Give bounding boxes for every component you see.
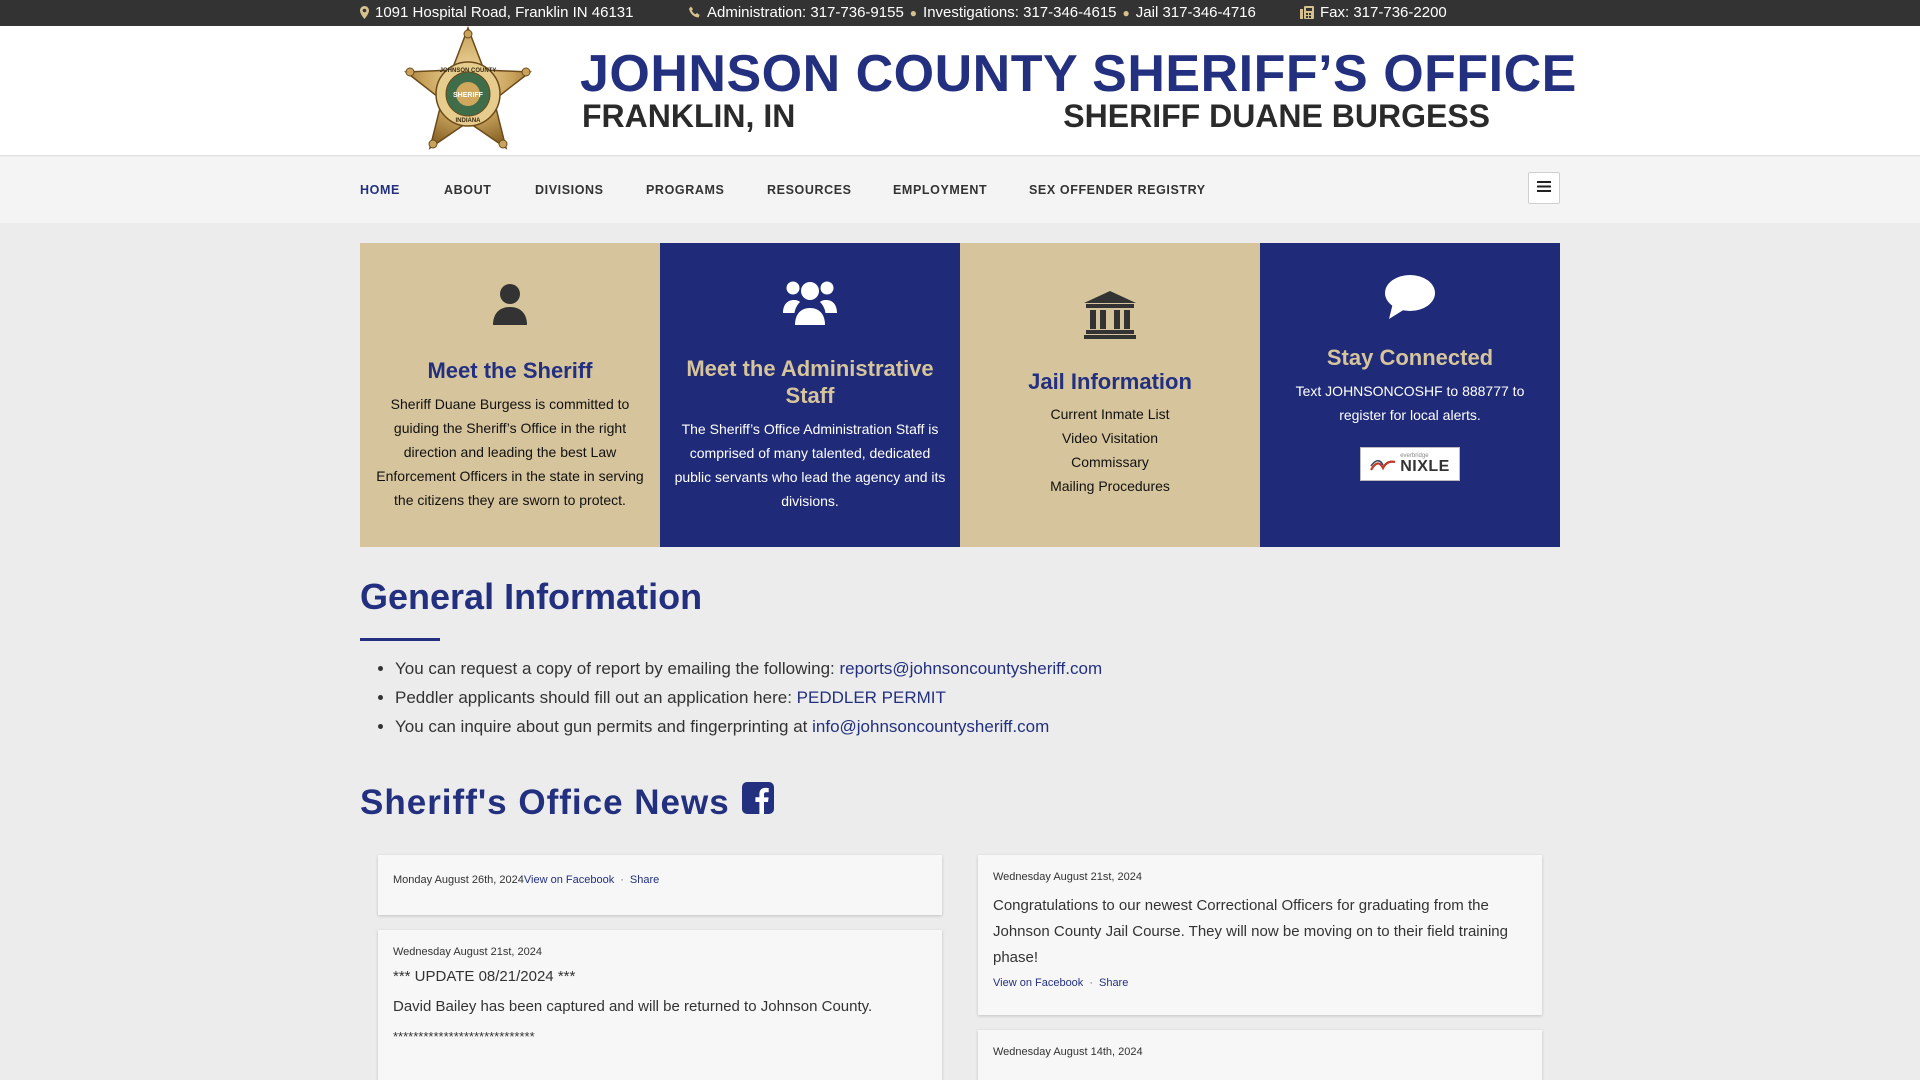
sheriff-badge-logo[interactable]	[400, 26, 536, 156]
list-item: • You can request a copy of report by emailing the following: reports@johnsoncountysheriff.com	[395, 654, 1102, 683]
post-text: ****************************	[393, 1029, 535, 1044]
investigations-phone[interactable]: Investigations: 317-346-4615	[923, 4, 1117, 21]
svg-text:SHERIFF: SHERIFF	[453, 92, 483, 99]
list-item: • You can inquire about gun permits and fingerprinting at info@johnsoncountysheriff.com	[395, 712, 1102, 741]
main-navigation	[0, 157, 1920, 223]
feature-title[interactable]: Jail Information	[1028, 369, 1192, 394]
post-date: Wednesday August 14th, 2024	[993, 1046, 1143, 1058]
general-information-title: General Information	[360, 576, 703, 617]
address: 1091 Hospital Road, Franklin IN 46131	[360, 4, 634, 21]
facebook-icon[interactable]	[742, 782, 774, 823]
list-item: • Peddler applicants should fill out an application here: PEDDLER PERMIT	[395, 683, 1102, 712]
phone-numbers	[688, 4, 1256, 21]
link-mailing-procedures[interactable]: Mailing Procedures	[1050, 478, 1170, 494]
reports-email-link[interactable]: reports@johnsoncountysheriff.com	[839, 659, 1103, 678]
feature-title[interactable]: Meet the Administrative Staff	[686, 356, 934, 408]
contact-bar	[0, 0, 1920, 26]
link-video-visitation[interactable]: Video Visitation	[1062, 430, 1158, 446]
nav-sex-offender-registry[interactable]: SEX OFFENDER REGISTRY	[1029, 183, 1206, 197]
site-title[interactable]: JOHNSON COUNTY SHERIFF’S OFFICE	[580, 45, 1577, 103]
post-date: Wednesday August 21st, 2024	[993, 871, 1143, 883]
bank-icon	[960, 291, 1260, 339]
sheriff-name: SHERIFF DUANE BURGESS	[1063, 98, 1490, 134]
link-current-inmate-list[interactable]: Current Inmate List	[1050, 406, 1170, 422]
fax: Fax: 317-736-2200	[1300, 4, 1447, 21]
svg-text:INDIANA: INDIANA	[455, 118, 481, 124]
feature-stay-connected[interactable]	[1260, 243, 1560, 547]
svg-text:JOHNSON COUNTY: JOHNSON COUNTY	[439, 68, 497, 74]
news-post: Monday August 26th, 2024 View on Facebook · Share	[378, 855, 942, 915]
nixle-swoosh-icon	[1370, 456, 1396, 472]
feature-meet-sheriff[interactable]	[360, 243, 660, 547]
general-information-list	[395, 654, 1102, 741]
nixle-logo[interactable]: everbridge NIXLE	[1360, 447, 1460, 481]
post-text: *** UPDATE 08/21/2024 ***	[393, 968, 576, 985]
fax-icon	[1300, 6, 1314, 19]
share-link[interactable]: Share	[1098, 977, 1129, 989]
news-post: Wednesday August 21st, 2024 Congratulations to our newest Correctional Officers for graduating from the Johnson County Jail Course. They will now be moving on to their field training phase! View on Facebook · Share	[978, 855, 1542, 1015]
feature-title[interactable]: Meet the Sheriff	[427, 358, 593, 383]
info-email-link[interactable]: info@johnsoncountysheriff.com	[812, 717, 1050, 736]
hamburger-icon	[1537, 179, 1551, 197]
feature-text: Text JOHNSONCOSHF to 888777 to register for local alerts.	[1295, 383, 1525, 423]
nav-divisions[interactable]: DIVISIONS	[535, 183, 604, 197]
users-icon	[660, 279, 960, 327]
feature-jail-information[interactable]	[960, 243, 1260, 547]
feature-boxes	[360, 243, 1560, 547]
feature-text: The Sheriff’s Office Administration Staff is comprised of many talented, dedicated public servants who lead the agency and its divisions.	[674, 421, 946, 509]
news-title: Sheriff's Office News	[360, 782, 774, 823]
jail-phone[interactable]: Jail 317-346-4716	[1135, 4, 1256, 21]
separator-dot: ●	[909, 5, 918, 20]
post-text: David Bailey has been captured and will be returned to Johnson County.	[393, 998, 873, 1015]
map-marker-icon	[360, 6, 369, 19]
feature-text: Sheriff Duane Burgess is committed to guiding the Sheriff’s Office in the right direction and leading the best Law Enforcement Officers in the state in serving the citizens they are sworn to protect.	[376, 396, 644, 508]
nav-home[interactable]: HOME	[360, 183, 400, 197]
site-city: FRANKLIN, IN	[582, 98, 796, 134]
news-post	[378, 930, 942, 1080]
feature-title[interactable]: Stay Connected	[1326, 345, 1494, 370]
view-on-facebook-link[interactable]: View on Facebook	[523, 874, 615, 886]
link-commissary[interactable]: Commissary	[1071, 454, 1149, 470]
post-date: Monday August 26th, 2024	[393, 874, 524, 886]
post-text: Congratulations to our newest Correctional Officers for graduating from the Johnson County Jail Course. They will now be moving on to their field training phase!	[993, 897, 1508, 966]
title-underline	[360, 638, 440, 641]
phone-icon	[688, 6, 701, 19]
post-date: Wednesday August 21st, 2024	[393, 946, 543, 958]
site-header	[0, 26, 1920, 156]
nav-about[interactable]: ABOUT	[444, 183, 492, 197]
feature-admin-staff[interactable]	[660, 243, 960, 547]
admin-phone[interactable]: Administration: 317-736-9155	[707, 4, 904, 21]
share-link[interactable]: Share	[629, 874, 660, 886]
nav-resources[interactable]: RESOURCES	[767, 183, 852, 197]
view-on-facebook-link[interactable]: View on Facebook	[993, 977, 1084, 989]
nav-programs[interactable]: PROGRAMS	[646, 183, 725, 197]
menu-toggle-button[interactable]	[1528, 172, 1560, 204]
speech-bubble-icon	[1260, 275, 1560, 319]
peddler-permit-link[interactable]: PEDDLER PERMIT	[796, 688, 946, 707]
news-post	[978, 1030, 1542, 1080]
user-icon	[360, 283, 660, 325]
separator-dot: ●	[1122, 5, 1130, 20]
nav-employment[interactable]: EMPLOYMENT	[893, 183, 988, 197]
